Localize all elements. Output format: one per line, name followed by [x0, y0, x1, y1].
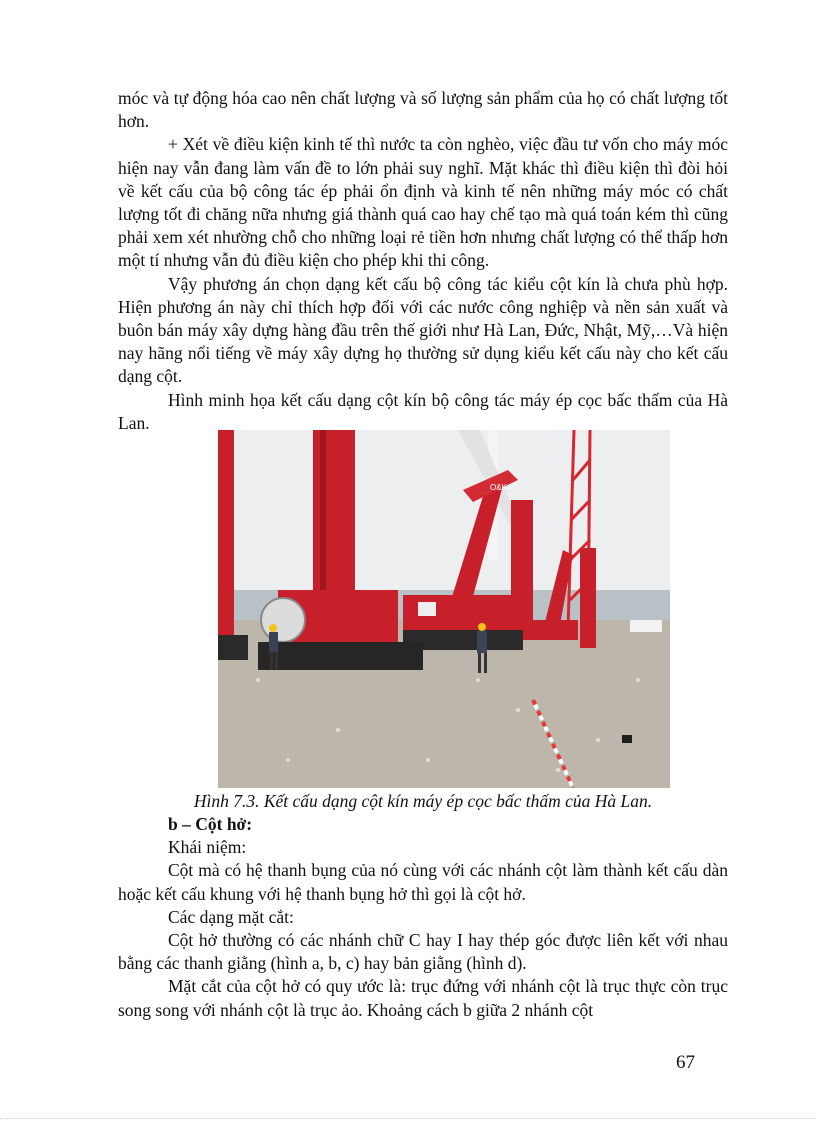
- paragraph: Vậy phương án chọn dạng kết cấu bộ công tác kiểu cột kín là chưa phù hợp. Hiện phương án này chỉ thích hợp đối với các nước công nghiệp và nền sản xuất và buôn bán máy xây dựng hàng đầu trên thế giới như Hà Lan, Đức, Nhật, Mỹ,…Và hiện nay hãng nổi tiếng về máy xây dựng họ thường sử dụng kiểu kết cấu này cho kết cấu dạng cột.: [118, 273, 728, 387]
- section-heading: b – Cột hở:: [168, 814, 253, 834]
- figure-photo: [218, 430, 670, 788]
- footer-rule: [0, 1118, 816, 1119]
- paragraph: + Xét về điều kiện kinh tế thì nước ta còn nghèo, việc đầu tư vốn cho máy móc hiện nay vẫn đang làm vấn đề to lớn phải suy nghĩ. Mặt khác thì điều kiện thì đòi hỏi về kết cấu của bộ công tác ép phải ổn định và kinh tế nên những máy móc có chất lượng tốt đi chăng nữa nhưng giá thành quá cao hay chế tạo mà quá toán kém thì cũng phải xem xét nhường chỗ cho những loại rẻ tiền hơn nhưng chất lượng có thể thấp hơn một tí nhưng vẫn đủ điều kiện cho phép khi thi công.: [118, 134, 728, 271]
- paragraph: Các dạng mặt cắt:: [168, 906, 294, 927]
- body-text-bottom: [118, 813, 728, 1022]
- cab-right: [533, 620, 578, 640]
- mast-right: [580, 548, 596, 648]
- paragraph: Cột mà có hệ thanh bụng của nó cùng với các nhánh cột làm thành kết cấu dàn hoặc kết cấu khung với hệ thanh bụng hở thì gọi là cột hở.: [118, 860, 728, 904]
- paragraph: Hình minh họa kết cấu dạng cột kín bộ công tác máy ép cọc bấc thấm của Hà Lan.: [118, 389, 728, 433]
- paragraph: móc và tự động hóa cao nên chất lượng và số lượng sản phẩm của họ có chất lượng tốt hơn.: [118, 88, 728, 132]
- mast-far-left: [218, 430, 234, 655]
- track-far-left: [218, 635, 248, 660]
- mast-middle: [511, 500, 533, 640]
- body-text-top: [118, 87, 728, 435]
- figure-caption: Hình 7.3. Kết cấu dạng cột kín máy ép cọc bấc thấm của Hà Lan.: [193, 791, 653, 811]
- truck: [630, 620, 662, 632]
- machine-logo: O&K: [490, 483, 507, 492]
- track-left: [258, 642, 423, 670]
- paragraph: Khái niệm:: [168, 837, 247, 858]
- ground-object: [622, 735, 632, 743]
- winch-drum: [261, 598, 305, 642]
- page-number: 67: [676, 1052, 695, 1073]
- paragraph: Cột hở thường có các nhánh chữ C hay I hay thép góc được liên kết với nhau bằng các thanh giằng (hình a, b, c) hay bản giằng (hình d).: [118, 930, 728, 974]
- pile-driver-photo: [218, 430, 670, 788]
- cab-window: [418, 602, 436, 616]
- paragraph: Mặt cắt của cột hở có quy ước là: trục đứng với nhánh cột là trục thực còn trục song song với nhánh cột là trục ảo. Khoảng cách b giữa 2 nhánh cột: [118, 976, 728, 1020]
